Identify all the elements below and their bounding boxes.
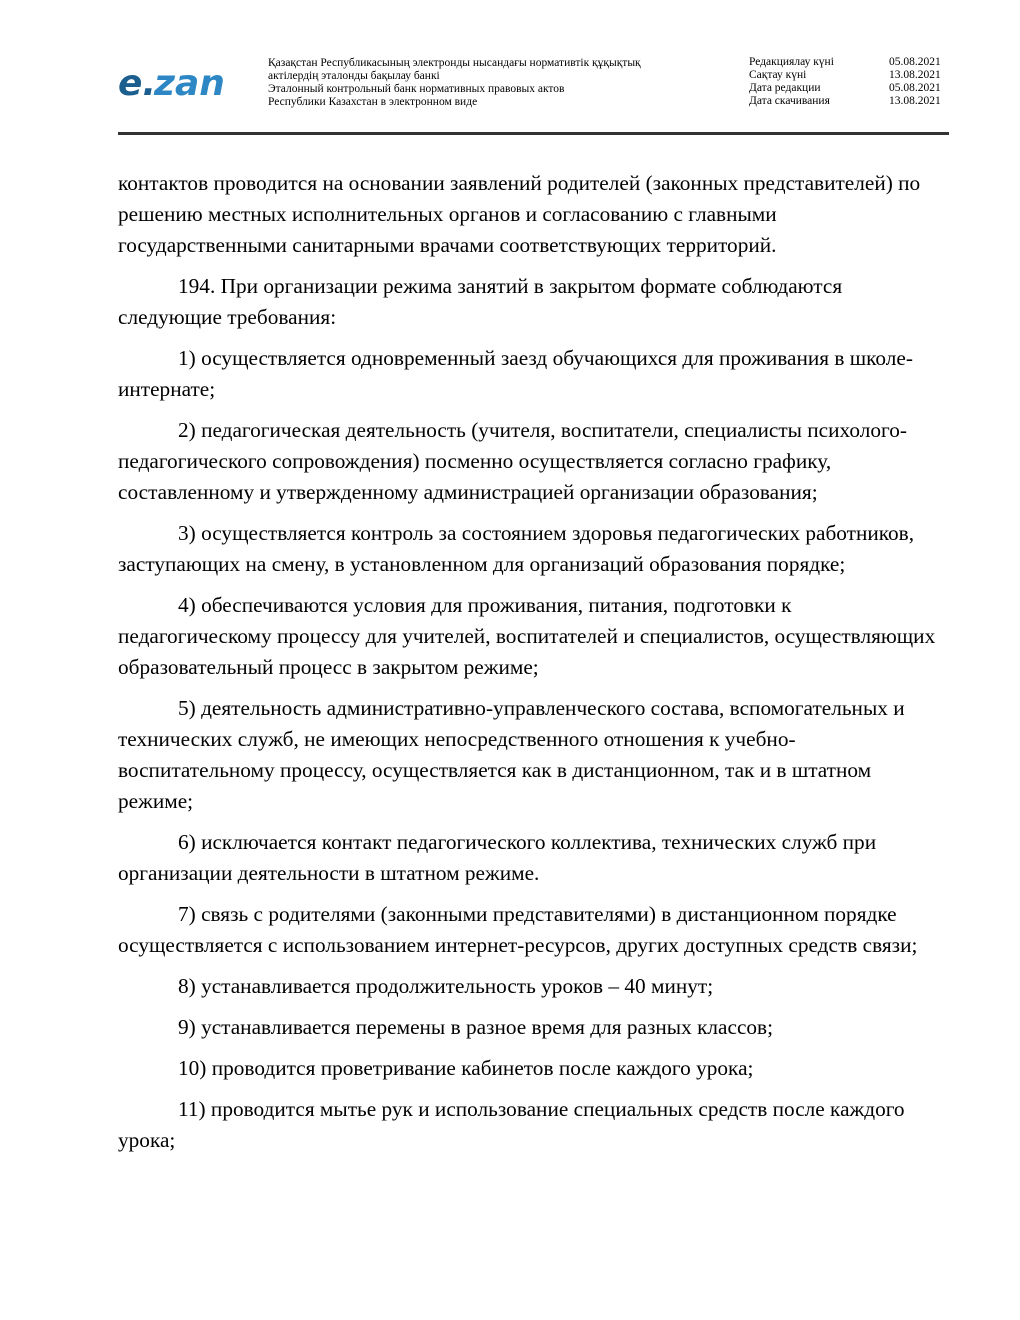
header-meta xyxy=(749,56,949,108)
meta-row xyxy=(749,56,949,69)
meta-row xyxy=(749,69,949,82)
meta-value: 05.08.2021 xyxy=(889,56,941,68)
header-desc-line: Республики Казахстан в электронном виде xyxy=(268,96,478,108)
meta-row xyxy=(749,95,949,108)
list-item: 10) проводится проветривание кабинетов после каждого урока; xyxy=(178,1056,754,1080)
list-item: 9) устанавливается перемены в разное время для разных классов; xyxy=(178,1015,774,1039)
document-header xyxy=(118,48,948,132)
meta-value: 13.08.2021 xyxy=(889,69,941,81)
list-item: 6) исключается контакт педагогического коллектива, технических служб при организации деятельности в штатном режиме. xyxy=(118,830,877,885)
header-desc-line: Эталонный контрольный банк нормативных правовых актов xyxy=(268,83,565,95)
list-item: 5) деятельность административно-управленческого состава, вспомогательных и технических служб, не имеющих непосредственного отношения к учебно-воспитательному процессу, осуществляется как в дистанционном, так и в штатном режиме; xyxy=(118,696,905,813)
paragraph: 194. При организации режима занятий в закрытом формате соблюдаются следующие требования: xyxy=(118,274,843,329)
list-item: 7) связь с родителями (законными представителями) в дистанционном порядке осуществляется с использованием интернет-ресурсов, других доступных средств связи; xyxy=(118,902,918,957)
ezan-logo xyxy=(118,62,243,102)
list-item: 4) обеспечиваются условия для проживания, питания, подготовки к педагогическому процессу для учителей, воспитателей и специалистов, осуществляющих образовательный процесс в закрытом режиме; xyxy=(118,593,936,679)
meta-row xyxy=(749,82,949,95)
meta-label: Дата редакции xyxy=(749,82,821,94)
header-desc-line: Қазақстан Республикасының электронды нысандағы нормативтік құқықтық xyxy=(268,57,641,69)
svg-text:e.: e. xyxy=(118,63,157,102)
meta-label: Дата скачивания xyxy=(749,95,830,107)
header-desc-line: актілердің эталонды бақылау банкі xyxy=(268,70,440,82)
list-item: 3) осуществляется контроль за состоянием здоровья педагогических работников, заступающих на смену, в установленном для организаций образования порядке; xyxy=(118,521,915,576)
list-item: 2) педагогическая деятельность (учителя, воспитатели, специалисты психолого-педагогического сопровождения) посменно осуществляется согласно графику, составленному и утвержденному администрацией организации образования; xyxy=(118,418,907,504)
meta-label: Сақтау күні xyxy=(749,69,807,81)
header-divider xyxy=(118,132,949,135)
paragraph: контактов проводится на основании заявлений родителей (законных представителей) по решению местных исполнительных органов и согласованию с главными государственными санитарными врачами соответствующих территорий. xyxy=(118,171,921,257)
header-description xyxy=(268,57,718,109)
svg-text:zan: zan xyxy=(154,63,225,102)
meta-value: 05.08.2021 xyxy=(889,82,941,94)
list-item: 8) устанавливается продолжительность уроков – 40 минут; xyxy=(178,974,714,998)
meta-value: 13.08.2021 xyxy=(889,95,941,107)
list-item: 1) осуществляется одновременный заезд обучающихся для проживания в школе-интернате; xyxy=(118,346,913,401)
meta-label: Редакциялау күні xyxy=(749,56,834,68)
document-body xyxy=(118,168,948,1166)
list-item: 11) проводится мытье рук и использование специальных средств после каждого урока; xyxy=(118,1097,905,1152)
